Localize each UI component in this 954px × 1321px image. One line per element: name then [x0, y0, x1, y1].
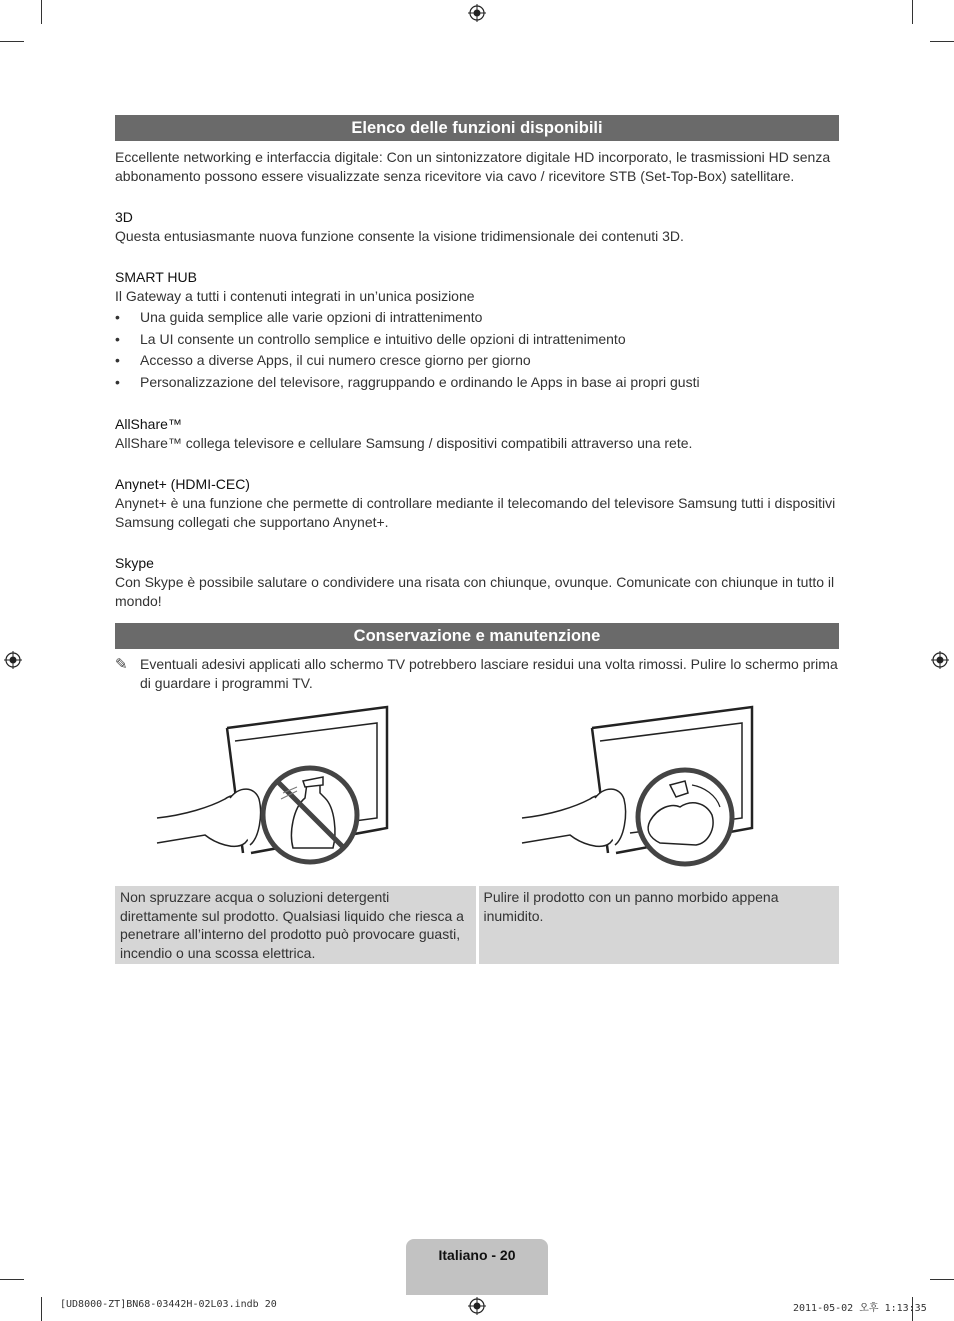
feature-title: 3D	[115, 209, 133, 225]
feature-smart-hub	[115, 268, 839, 393]
crop-mark	[930, 1279, 954, 1280]
note-paragraph	[115, 655, 839, 693]
feature-text: AllShare™ collega televisore e cellulare Samsung / dispositivi compatibili attraverso una rete.	[115, 435, 693, 451]
caption-row	[115, 886, 839, 964]
registration-mark-icon	[468, 4, 486, 22]
feature-title: Skype	[115, 555, 154, 571]
feature-allshare	[115, 415, 839, 453]
footer-timestamp: 2011-05-02 오후 1:13:35	[793, 1303, 927, 1314]
caption-no-spray: Non spruzzare acqua o soluzioni detergenti direttamente sul prodotto. Qualsiasi liquido che riesca a penetrare all’interno del prodotto può provocare guasti, incendio o una scossa elettrica.	[115, 886, 476, 964]
feature-anynet	[115, 475, 839, 532]
feature-skype	[115, 554, 839, 611]
pencil-note-icon: ✎	[115, 656, 128, 673]
list-item: • Personalizzazione del televisore, raggruppando e ordinando le Apps in base ai propri gusti	[115, 372, 839, 394]
feature-title: SMART HUB	[115, 269, 197, 285]
feature-text: Il Gateway a tutti i contenuti integrati in un’unica posizione	[115, 288, 475, 304]
section-header-features: Elenco delle funzioni disponibili	[115, 115, 839, 141]
crop-mark	[41, 0, 42, 24]
registration-mark-icon	[4, 651, 22, 669]
list-item: • Una guida semplice alle varie opzioni di intrattenimento	[115, 307, 839, 329]
no-spray-illustration-icon	[155, 703, 405, 873]
caption-damp-cloth: Pulire il prodotto con un panno morbido appena inumidito.	[479, 886, 840, 964]
crop-mark	[0, 41, 24, 42]
feature-title: Anynet+ (HDMI-CEC)	[115, 476, 250, 492]
crop-mark	[41, 1297, 42, 1321]
crop-mark	[912, 0, 913, 24]
footer-file-info: [UD8000-ZT]BN68-03442H-02L03.indb 20	[60, 1299, 277, 1310]
damp-cloth-illustration-icon	[520, 703, 770, 873]
section-header-maintenance: Conservazione e manutenzione	[115, 623, 839, 649]
crop-mark	[930, 41, 954, 42]
intro-paragraph: Eccellente networking e interfaccia digitale: Con un sintonizzatore digitale HD incorporato, le trasmissioni HD senza abbonamento possono essere visualizzate senza ricevitore via cavo / ricevitore STB (Set-Top-Box) satellitare.	[115, 149, 831, 184]
note-text: Eventuali adesivi applicati allo schermo TV potrebbero lasciare residui una volta rimossi. Pulire lo schermo prima di guardare i programmi TV.	[140, 656, 838, 691]
feature-3d	[115, 208, 839, 246]
list-item: • La UI consente un controllo semplice e intuitivo delle opzioni di intrattenimento	[115, 329, 839, 351]
feature-text: Anynet+ è una funzione che permette di controllare mediante il telecomando del televisore Samsung tutti i dispositivi Samsung collegati che supportano Anynet+.	[115, 495, 836, 530]
registration-mark-icon	[931, 651, 949, 669]
feature-title: AllShare™	[115, 416, 182, 432]
registration-mark-icon	[468, 1297, 486, 1315]
bullet-list	[115, 307, 839, 393]
feature-text: Con Skype è possibile salutare o condividere una risata con chiunque, ovunque. Comunicate con chiunque in tutto il mondo!	[115, 574, 835, 609]
feature-text: Questa entusiasmante nuova funzione consente la visione tridimensionale dei contenuti 3D.	[115, 228, 684, 244]
list-item: • Accesso a diverse Apps, il cui numero cresce giorno per giorno	[115, 350, 839, 372]
crop-mark	[0, 1279, 24, 1280]
page-content	[115, 115, 839, 964]
illustrations	[115, 703, 839, 885]
page-number-tab: Italiano - 20	[406, 1239, 548, 1295]
